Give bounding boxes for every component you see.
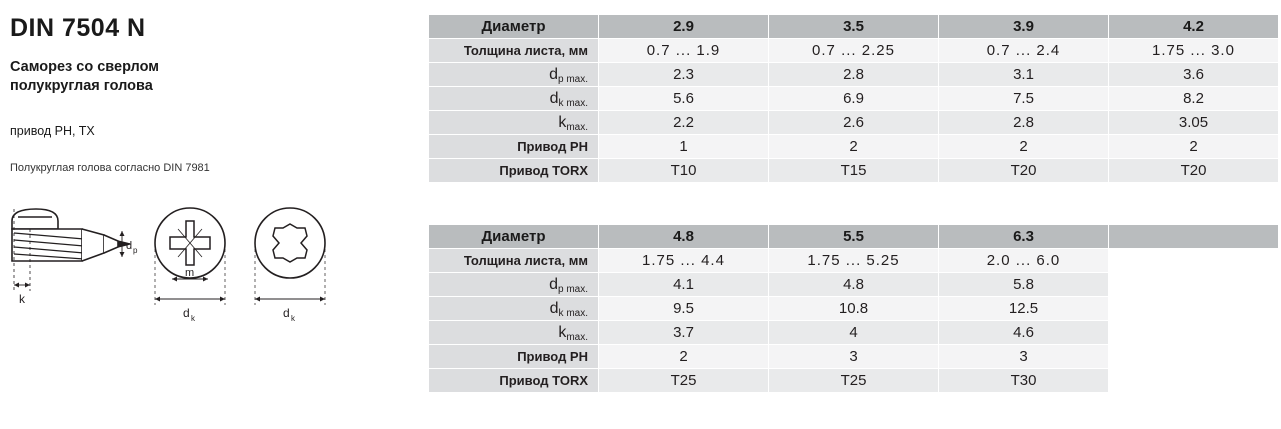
table2-row1-col2: 4.8 — [769, 273, 939, 297]
table1-row2-col4: 8.2 — [1109, 87, 1279, 111]
table1-header-3: 3.9 — [939, 15, 1109, 39]
table1-row5-label: Привод TORX — [429, 159, 599, 183]
table-row — [429, 297, 1279, 321]
table1-row3-col4: 3.05 — [1109, 111, 1279, 135]
product-description-line2: полукруглая голова — [10, 78, 153, 94]
table1-row4-col4: 2 — [1109, 135, 1279, 159]
standard-note: Полукруглая голова согласно DIN 7981 — [10, 162, 210, 174]
table1-row1-col1: 2.3 — [599, 63, 769, 87]
table1-row1-col4: 3.6 — [1109, 63, 1279, 87]
dim-label-k: k — [19, 292, 25, 306]
table2-row4-col2: 3 — [769, 345, 939, 369]
dim-label-dk-tx-sub: k — [291, 314, 295, 323]
table2-row4-col1: 2 — [599, 345, 769, 369]
table2-header-4 — [1109, 225, 1279, 249]
table-row — [429, 111, 1279, 135]
screw-technical-drawing — [0, 195, 420, 335]
table-row — [429, 39, 1279, 63]
table2-row2-col1: 9.5 — [599, 297, 769, 321]
table1-row0-col1: 0.7 ... 1.9 — [599, 39, 769, 63]
table2-header-1: 4.8 — [599, 225, 769, 249]
table1-row0-col2: 0.7 ... 2.25 — [769, 39, 939, 63]
table2-row3-label: $k_{max.}$ — [429, 321, 599, 345]
table-row — [429, 87, 1279, 111]
table2-row2-label: $d_{k max.}$ — [429, 297, 599, 321]
screw-drawing-svg — [0, 195, 420, 335]
table1-row0-col3: 0.7 ... 2.4 — [939, 39, 1109, 63]
table1-row2-col3: 7.5 — [939, 87, 1109, 111]
table1-row4-label: Привод PH — [429, 135, 599, 159]
table2-header-2: 5.5 — [769, 225, 939, 249]
table1-header-4: 4.2 — [1109, 15, 1279, 39]
table1-row0-col4: 1.75 ... 3.0 — [1109, 39, 1279, 63]
table1-header-0: Диаметр — [429, 15, 599, 39]
table1-row5-col1: T10 — [599, 159, 769, 183]
dim-label-dp: d — [126, 240, 133, 252]
table1-row3-label: $k_{max.}$ — [429, 111, 599, 135]
table2-row1-label: $d_{p max.}$ — [429, 273, 599, 297]
table1-row0-label: Толщина листа, мм — [429, 39, 599, 63]
table1-row5-col3: T20 — [939, 159, 1109, 183]
table-row — [429, 249, 1279, 273]
dim-label-dp-sub: p — [133, 246, 138, 255]
table-row — [429, 159, 1279, 183]
table-row — [429, 15, 1279, 39]
table1-row2-label: $d_{k max.}$ — [429, 87, 599, 111]
table2-header-3: 6.3 — [939, 225, 1109, 249]
table2-row4-col4 — [1109, 345, 1279, 369]
table2-row3-col3: 4.6 — [939, 321, 1109, 345]
table2-row1-col4 — [1109, 273, 1279, 297]
table1-row4-col3: 2 — [939, 135, 1109, 159]
table-row — [429, 63, 1279, 87]
table2-row2-col2: 10.8 — [769, 297, 939, 321]
table1-row4-col1: 1 — [599, 135, 769, 159]
table2-row5-label: Привод TORX — [429, 369, 599, 393]
table2-row0-label: Толщина листа, мм — [429, 249, 599, 273]
table-row — [429, 369, 1279, 393]
dim-label-dk-ph-sub: k — [191, 314, 195, 323]
table-row — [429, 225, 1279, 249]
table2-row2-col4 — [1109, 297, 1279, 321]
table2-row1-col3: 5.8 — [939, 273, 1109, 297]
drive-types: привод PH, TX — [10, 124, 95, 138]
table2-row4-label: Привод PH — [429, 345, 599, 369]
product-description — [10, 58, 340, 96]
table1-row2-col1: 5.6 — [599, 87, 769, 111]
table1-row5-col2: T15 — [769, 159, 939, 183]
table2-row0-col3: 2.0 ... 6.0 — [939, 249, 1109, 273]
table2-row5-col4 — [1109, 369, 1279, 393]
table1-row4-col2: 2 — [769, 135, 939, 159]
table-row — [429, 273, 1279, 297]
table-row — [429, 345, 1279, 369]
dim-label-m: m — [185, 267, 195, 279]
table1-row1-col2: 2.8 — [769, 63, 939, 87]
table2-row5-col3: T30 — [939, 369, 1109, 393]
spec-table-2 — [428, 224, 1279, 393]
spec-table-2-wrap — [428, 224, 1279, 393]
table2-row5-col1: T25 — [599, 369, 769, 393]
table2-row0-col2: 1.75 ... 5.25 — [769, 249, 939, 273]
table-row — [429, 321, 1279, 345]
table1-row2-col2: 6.9 — [769, 87, 939, 111]
table2-row3-col1: 3.7 — [599, 321, 769, 345]
table1-row1-label: $d_{p max.}$ — [429, 63, 599, 87]
table-row — [429, 135, 1279, 159]
table1-row1-col3: 3.1 — [939, 63, 1109, 87]
spec-table-1 — [428, 14, 1279, 183]
table2-row3-col2: 4 — [769, 321, 939, 345]
table1-row5-col4: T20 — [1109, 159, 1279, 183]
page-title: DIN 7504 N — [10, 14, 146, 42]
spec-table-1-wrap — [428, 14, 1279, 183]
table2-row0-col1: 1.75 ... 4.4 — [599, 249, 769, 273]
dim-label-dk-tx: d — [283, 306, 290, 320]
table1-row3-col2: 2.6 — [769, 111, 939, 135]
dim-label-dk-ph: d — [183, 306, 190, 320]
table2-row2-col3: 12.5 — [939, 297, 1109, 321]
table2-row0-col4 — [1109, 249, 1279, 273]
table1-row3-col3: 2.8 — [939, 111, 1109, 135]
product-info-panel — [0, 0, 420, 429]
product-description-line1: Саморез со сверлом — [10, 59, 159, 75]
table2-header-0: Диаметр — [429, 225, 599, 249]
table2-row3-col4 — [1109, 321, 1279, 345]
table2-row1-col1: 4.1 — [599, 273, 769, 297]
table2-row5-col2: T25 — [769, 369, 939, 393]
table2-row4-col3: 3 — [939, 345, 1109, 369]
table1-row3-col1: 2.2 — [599, 111, 769, 135]
table1-header-1: 2.9 — [599, 15, 769, 39]
table1-header-2: 3.5 — [769, 15, 939, 39]
